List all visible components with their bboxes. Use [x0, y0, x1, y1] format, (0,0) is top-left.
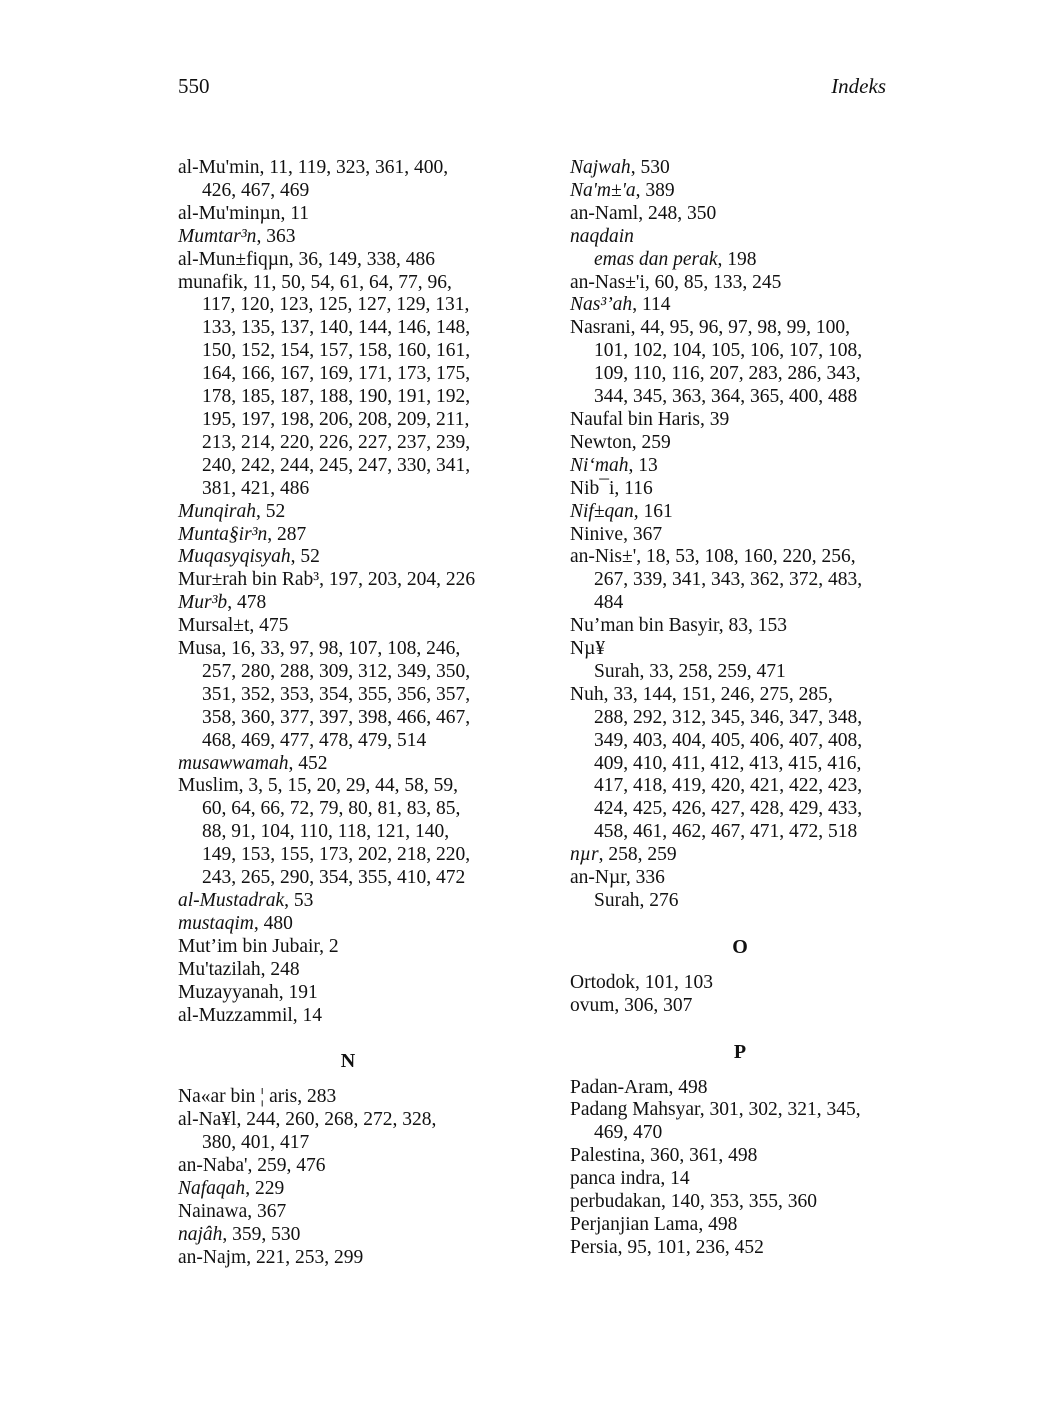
entry-text: al-Mu'minµn, 11 [178, 202, 310, 224]
entry-text: 150, 152, 154, 157, 158, 160, 161, [202, 340, 471, 362]
entry-continuation-line [178, 409, 518, 432]
entry-continuation-line [570, 821, 910, 844]
entry-line [178, 1247, 518, 1270]
entry-text: Ortodok, 101, 103 [570, 971, 713, 993]
entry-text: Surah, 276 [594, 890, 679, 911]
index-entry [570, 317, 910, 409]
entry-line [570, 272, 910, 295]
italic-term: mustaqim [178, 912, 254, 934]
entry-text: 484 [594, 592, 624, 614]
entry-text: 178, 185, 187, 188, 190, 191, 192, [202, 386, 471, 408]
entry-line [570, 844, 910, 867]
italic-term: musawwamah [178, 752, 289, 774]
entry-text: Na«ar bin ¦ aris, 283 [178, 1086, 337, 1108]
entry-line [178, 569, 518, 592]
entry-line [570, 478, 910, 501]
entry-text: , 287 [267, 523, 307, 545]
entry-text: , 114 [632, 294, 671, 316]
entry-text: 88, 91, 104, 110, 118, 121, 140, [202, 821, 450, 843]
entry-text: 469, 470 [594, 1122, 663, 1144]
entry-text: 109, 110, 116, 207, 283, 286, 343, [594, 363, 861, 385]
index-entry [178, 546, 518, 569]
entry-text: , 229 [245, 1177, 285, 1199]
entry-continuation-line [178, 363, 518, 386]
index-entry [570, 1145, 910, 1168]
entry-text: 381, 421, 486 [202, 477, 310, 499]
entry-text: Nuh, 33, 144, 151, 246, 275, 285, [570, 683, 833, 705]
index-entry [570, 203, 910, 226]
entry-text: , 363 [256, 225, 296, 247]
entry-continuation-line [178, 478, 518, 501]
entry-continuation-line [570, 1122, 910, 1145]
entry-line [570, 867, 910, 890]
index-entry [570, 1099, 910, 1145]
entry-text: Padang Mahsyar, 301, 302, 321, 345, [570, 1099, 861, 1121]
entry-continuation-line [570, 775, 910, 798]
entry-continuation-line [178, 340, 518, 363]
entry-text: 164, 166, 167, 169, 171, 173, 175, [202, 363, 471, 385]
entry-text: , 389 [635, 179, 675, 201]
entry-line [178, 913, 518, 936]
entry-text: 267, 339, 341, 343, 362, 372, 483, [594, 569, 863, 591]
entry-line [570, 1237, 910, 1260]
entry-text: Naufal bin Haris, 39 [570, 408, 730, 430]
entry-text: 257, 280, 288, 309, 312, 349, 350, [202, 660, 471, 682]
entry-text: Palestina, 360, 361, 498 [570, 1145, 758, 1167]
entry-continuation-line [570, 661, 910, 684]
index-entry [178, 1086, 518, 1109]
entry-continuation-line [178, 317, 518, 340]
entry-text: 380, 401, 417 [202, 1132, 310, 1154]
entry-text: 240, 242, 244, 245, 247, 330, 341, [202, 454, 471, 476]
entry-line [570, 409, 910, 432]
entry-text: Ninive, 367 [570, 523, 663, 545]
entry-text: 117, 120, 123, 125, 127, 129, 131, [202, 294, 470, 316]
entry-text: 424, 425, 426, 427, 428, 429, 433, [594, 798, 863, 820]
index-entry [178, 226, 518, 249]
index-entry [178, 157, 518, 203]
entry-line [178, 982, 518, 1005]
index-entry [570, 684, 910, 844]
entry-line [570, 1168, 910, 1191]
index-entry [570, 294, 910, 317]
entry-line [178, 959, 518, 982]
section-letter: O [732, 935, 748, 958]
entry-line [570, 1191, 910, 1214]
index-entry [570, 409, 910, 432]
entry-line [570, 501, 910, 524]
entry-continuation-line [178, 432, 518, 455]
index-entry [570, 1214, 910, 1237]
entry-text: an-Najm, 221, 253, 299 [178, 1246, 364, 1268]
index-entry [178, 1247, 518, 1270]
index-entry [570, 1168, 910, 1191]
entry-text: Nu’man bin Basyir, 83, 153 [570, 615, 787, 637]
index-entry [178, 913, 518, 936]
entry-text: Mur±rah bin Rab³, 197, 203, 204, 226 [178, 569, 476, 591]
section-letter: N [340, 1050, 356, 1073]
entry-text: , 161 [633, 500, 673, 522]
entry-continuation-line [178, 294, 518, 317]
index-entry [178, 249, 518, 272]
index-entry [178, 569, 518, 592]
entry-line [178, 249, 518, 272]
index-column-right [570, 157, 910, 1260]
entry-line [178, 1178, 518, 1201]
entry-text: 468, 469, 477, 478, 479, 514 [202, 729, 427, 751]
section-letter: P [733, 1040, 747, 1063]
entry-continuation-line [570, 730, 910, 753]
entry-continuation-line [570, 340, 910, 363]
entry-line [570, 638, 910, 661]
index-entry [178, 753, 518, 776]
entry-line [178, 1005, 518, 1028]
entry-text: Mu'tazilah, 248 [178, 958, 300, 980]
italic-term: Mur³b [178, 592, 228, 614]
entry-continuation-line [178, 867, 518, 890]
entry-text: , 198 [717, 248, 757, 270]
entry-line [178, 775, 518, 798]
entry-text: 133, 135, 137, 140, 144, 146, 148, [202, 317, 471, 339]
entry-continuation-line [178, 455, 518, 478]
italic-term: Nif±qan [570, 500, 634, 522]
entry-line [178, 592, 518, 615]
index-entry [178, 936, 518, 959]
italic-term: Najwah [570, 157, 631, 178]
index-entry [178, 959, 518, 982]
entry-continuation-line [570, 386, 910, 409]
index-entry [178, 1224, 518, 1247]
index-entry [178, 203, 518, 226]
index-entry [570, 638, 910, 684]
index-entry [178, 501, 518, 524]
index-entry [570, 432, 910, 455]
entry-line [570, 294, 910, 317]
entry-continuation-line [178, 730, 518, 753]
entry-line [178, 226, 518, 249]
index-entry [178, 615, 518, 638]
italic-term: Munqirah [178, 500, 256, 522]
index-entry [570, 455, 910, 478]
index-entry [178, 982, 518, 1005]
italic-term: emas dan perak [594, 248, 718, 270]
italic-term: Mumtar³n [178, 225, 257, 247]
entry-continuation-line [570, 363, 910, 386]
entry-text: , 52 [256, 500, 286, 522]
entry-text: , 258, 259 [598, 844, 677, 866]
index-entry [178, 890, 518, 913]
entry-continuation-line [570, 249, 910, 272]
italic-term: Nafaqah [178, 1177, 246, 1199]
entry-continuation-line [570, 707, 910, 730]
entry-line [570, 432, 910, 455]
entry-line [178, 203, 518, 226]
entry-line [178, 1155, 518, 1178]
entry-line [178, 272, 518, 295]
entry-text: 426, 467, 469 [202, 179, 310, 201]
italic-term: Ni‘mah [570, 454, 629, 476]
entry-line [178, 524, 518, 547]
italic-term: nµr [570, 844, 599, 866]
index-entry [570, 867, 910, 913]
index-entry [570, 180, 910, 203]
entry-line [178, 157, 518, 180]
index-entry [570, 157, 910, 180]
entry-text: panca indra, 14 [570, 1168, 690, 1190]
entry-line [570, 615, 910, 638]
entry-text: Nainawa, 367 [178, 1200, 287, 1222]
entry-line [178, 1224, 518, 1247]
index-entry [570, 972, 910, 995]
index-entry [570, 1077, 910, 1100]
entry-text: , 478 [227, 592, 267, 614]
entry-continuation-line [178, 386, 518, 409]
index-entry [178, 592, 518, 615]
index-entry [178, 638, 518, 753]
entry-continuation-line [570, 592, 910, 615]
index-entry [178, 524, 518, 547]
entry-text: al-Muzzammil, 14 [178, 1004, 323, 1026]
entry-line [178, 546, 518, 569]
index-entry [178, 1201, 518, 1224]
running-title: Indeks [831, 74, 886, 98]
index-entry [178, 1178, 518, 1201]
entry-text: 288, 292, 312, 345, 346, 347, 348, [594, 706, 863, 728]
entry-text: ovum, 306, 307 [570, 994, 693, 1016]
entry-line [178, 1086, 518, 1109]
entry-text: Perjanjian Lama, 498 [570, 1213, 738, 1235]
entry-text: 195, 197, 198, 206, 208, 209, 211, [202, 408, 470, 430]
entry-text: 344, 345, 363, 364, 365, 400, 488 [594, 386, 858, 408]
index-entry [178, 1155, 518, 1178]
entry-text: Mursal±t, 475 [178, 615, 289, 637]
entry-continuation-line [178, 844, 518, 867]
entry-text: al-Mu'min, 11, 119, 323, 361, 400, [178, 157, 449, 178]
entry-continuation-line [178, 1132, 518, 1155]
entry-text: al-Na¥l, 244, 260, 268, 272, 328, [178, 1109, 437, 1131]
index-entry [570, 995, 910, 1018]
italic-term: najâh [178, 1223, 223, 1245]
entry-line [570, 180, 910, 203]
entry-continuation-line [178, 798, 518, 821]
entry-line [570, 1145, 910, 1168]
entry-text: , 359, 530 [222, 1223, 301, 1245]
italic-term: Nas³’ah [570, 294, 633, 316]
entry-text: 409, 410, 411, 412, 413, 415, 416, [594, 752, 862, 774]
index-entry [570, 524, 910, 547]
page-number: 550 [178, 74, 210, 98]
entry-line [570, 317, 910, 340]
index-entry [570, 478, 910, 501]
entry-line [178, 1109, 518, 1132]
entry-text: Nib¯i, 116 [570, 477, 653, 499]
entry-text: al-Mun±fiqµn, 36, 149, 338, 486 [178, 248, 436, 270]
entry-line [178, 1201, 518, 1224]
entry-text: 213, 214, 220, 226, 227, 237, 239, [202, 431, 471, 453]
entry-line [570, 995, 910, 1018]
entry-text: 101, 102, 104, 105, 106, 107, 108, [594, 340, 863, 362]
entry-text: Persia, 95, 101, 236, 452 [570, 1236, 764, 1258]
entry-line [570, 1099, 910, 1122]
entry-continuation-line [178, 821, 518, 844]
entry-text: an-Naml, 248, 350 [570, 202, 717, 224]
index-entry [178, 1109, 518, 1155]
entry-text: Muzayyanah, 191 [178, 981, 318, 1003]
entry-text: , 480 [253, 912, 293, 934]
entry-text: Nasrani, 44, 95, 96, 97, 98, 99, 100, [570, 317, 851, 339]
entry-text: , 452 [288, 752, 328, 774]
entry-line [570, 455, 910, 478]
index-entry [570, 1191, 910, 1214]
entry-line [570, 1214, 910, 1237]
italic-term: al-Mustadrak [178, 890, 285, 911]
entry-text: 149, 153, 155, 173, 202, 218, 220, [202, 844, 471, 866]
entry-text: an-Nas±'i, 60, 85, 133, 245 [570, 271, 782, 293]
entry-text: munafik, 11, 50, 54, 61, 64, 77, 96, [178, 271, 452, 293]
entry-line [570, 972, 910, 995]
entry-continuation-line [570, 798, 910, 821]
index-entry [570, 844, 910, 867]
entry-text: 243, 265, 290, 354, 355, 410, 472 [202, 867, 466, 889]
index-entry [570, 1237, 910, 1260]
entry-line [570, 684, 910, 707]
entry-continuation-line [178, 707, 518, 730]
index-entry [570, 546, 910, 615]
entry-line [570, 524, 910, 547]
italic-term: naqdain [570, 225, 634, 247]
entry-text: 349, 403, 404, 405, 406, 407, 408, [594, 729, 863, 751]
index-entry [570, 615, 910, 638]
index-entry [178, 1005, 518, 1028]
entry-text: 60, 64, 66, 72, 79, 80, 81, 83, 85, [202, 798, 461, 820]
entry-line [178, 936, 518, 959]
entry-text: an-Nµr, 336 [570, 867, 665, 889]
index-entry [570, 272, 910, 295]
entry-continuation-line [570, 753, 910, 776]
italic-term: Muqasyqisyah [178, 546, 291, 568]
entry-text: , 530 [630, 157, 670, 178]
entry-line [178, 638, 518, 661]
entry-line [570, 203, 910, 226]
italic-term: Na'm±'a [570, 179, 636, 201]
entry-text: Padan-Aram, 498 [570, 1076, 708, 1098]
entry-continuation-line [178, 180, 518, 203]
entry-text: , 13 [628, 454, 658, 476]
entry-line [178, 753, 518, 776]
entry-line [570, 157, 910, 180]
entry-text: Mut’im bin Jubair, 2 [178, 935, 339, 957]
entry-line [570, 226, 910, 249]
entry-line [570, 1077, 910, 1100]
entry-continuation-line [570, 569, 910, 592]
index-entry [570, 226, 910, 272]
entry-text: Musa, 16, 33, 97, 98, 107, 108, 246, [178, 638, 461, 660]
entry-text: Muslim, 3, 5, 15, 20, 29, 44, 58, 59, [178, 775, 459, 797]
index-entry [178, 272, 518, 501]
entry-text: , 53 [284, 890, 314, 911]
entry-text: 417, 418, 419, 420, 421, 422, 423, [594, 775, 863, 797]
entry-text: an-Naba', 259, 476 [178, 1155, 326, 1177]
entry-line [178, 501, 518, 524]
entry-continuation-line [178, 661, 518, 684]
index-column-left [178, 157, 518, 1270]
entry-text: 458, 461, 462, 467, 471, 472, 518 [594, 821, 858, 843]
entry-text: 351, 352, 353, 354, 355, 356, 357, [202, 683, 471, 705]
entry-continuation-line [178, 684, 518, 707]
entry-line [570, 546, 910, 569]
entry-text: 358, 360, 377, 397, 398, 466, 467, [202, 706, 471, 728]
entry-text: Surah, 33, 258, 259, 471 [594, 660, 786, 682]
index-entry [178, 775, 518, 890]
entry-text: Newton, 259 [570, 431, 671, 453]
index-entry [570, 501, 910, 524]
entry-text: , 52 [290, 546, 320, 568]
entry-text: an-Nis±', 18, 53, 108, 160, 220, 256, [570, 546, 856, 568]
entry-line [178, 615, 518, 638]
italic-term: Munta§ir³n [178, 523, 268, 545]
entry-text: Nµ¥ [570, 638, 606, 660]
entry-continuation-line [570, 890, 910, 913]
entry-text: perbudakan, 140, 353, 355, 360 [570, 1191, 817, 1213]
entry-line [178, 890, 518, 913]
